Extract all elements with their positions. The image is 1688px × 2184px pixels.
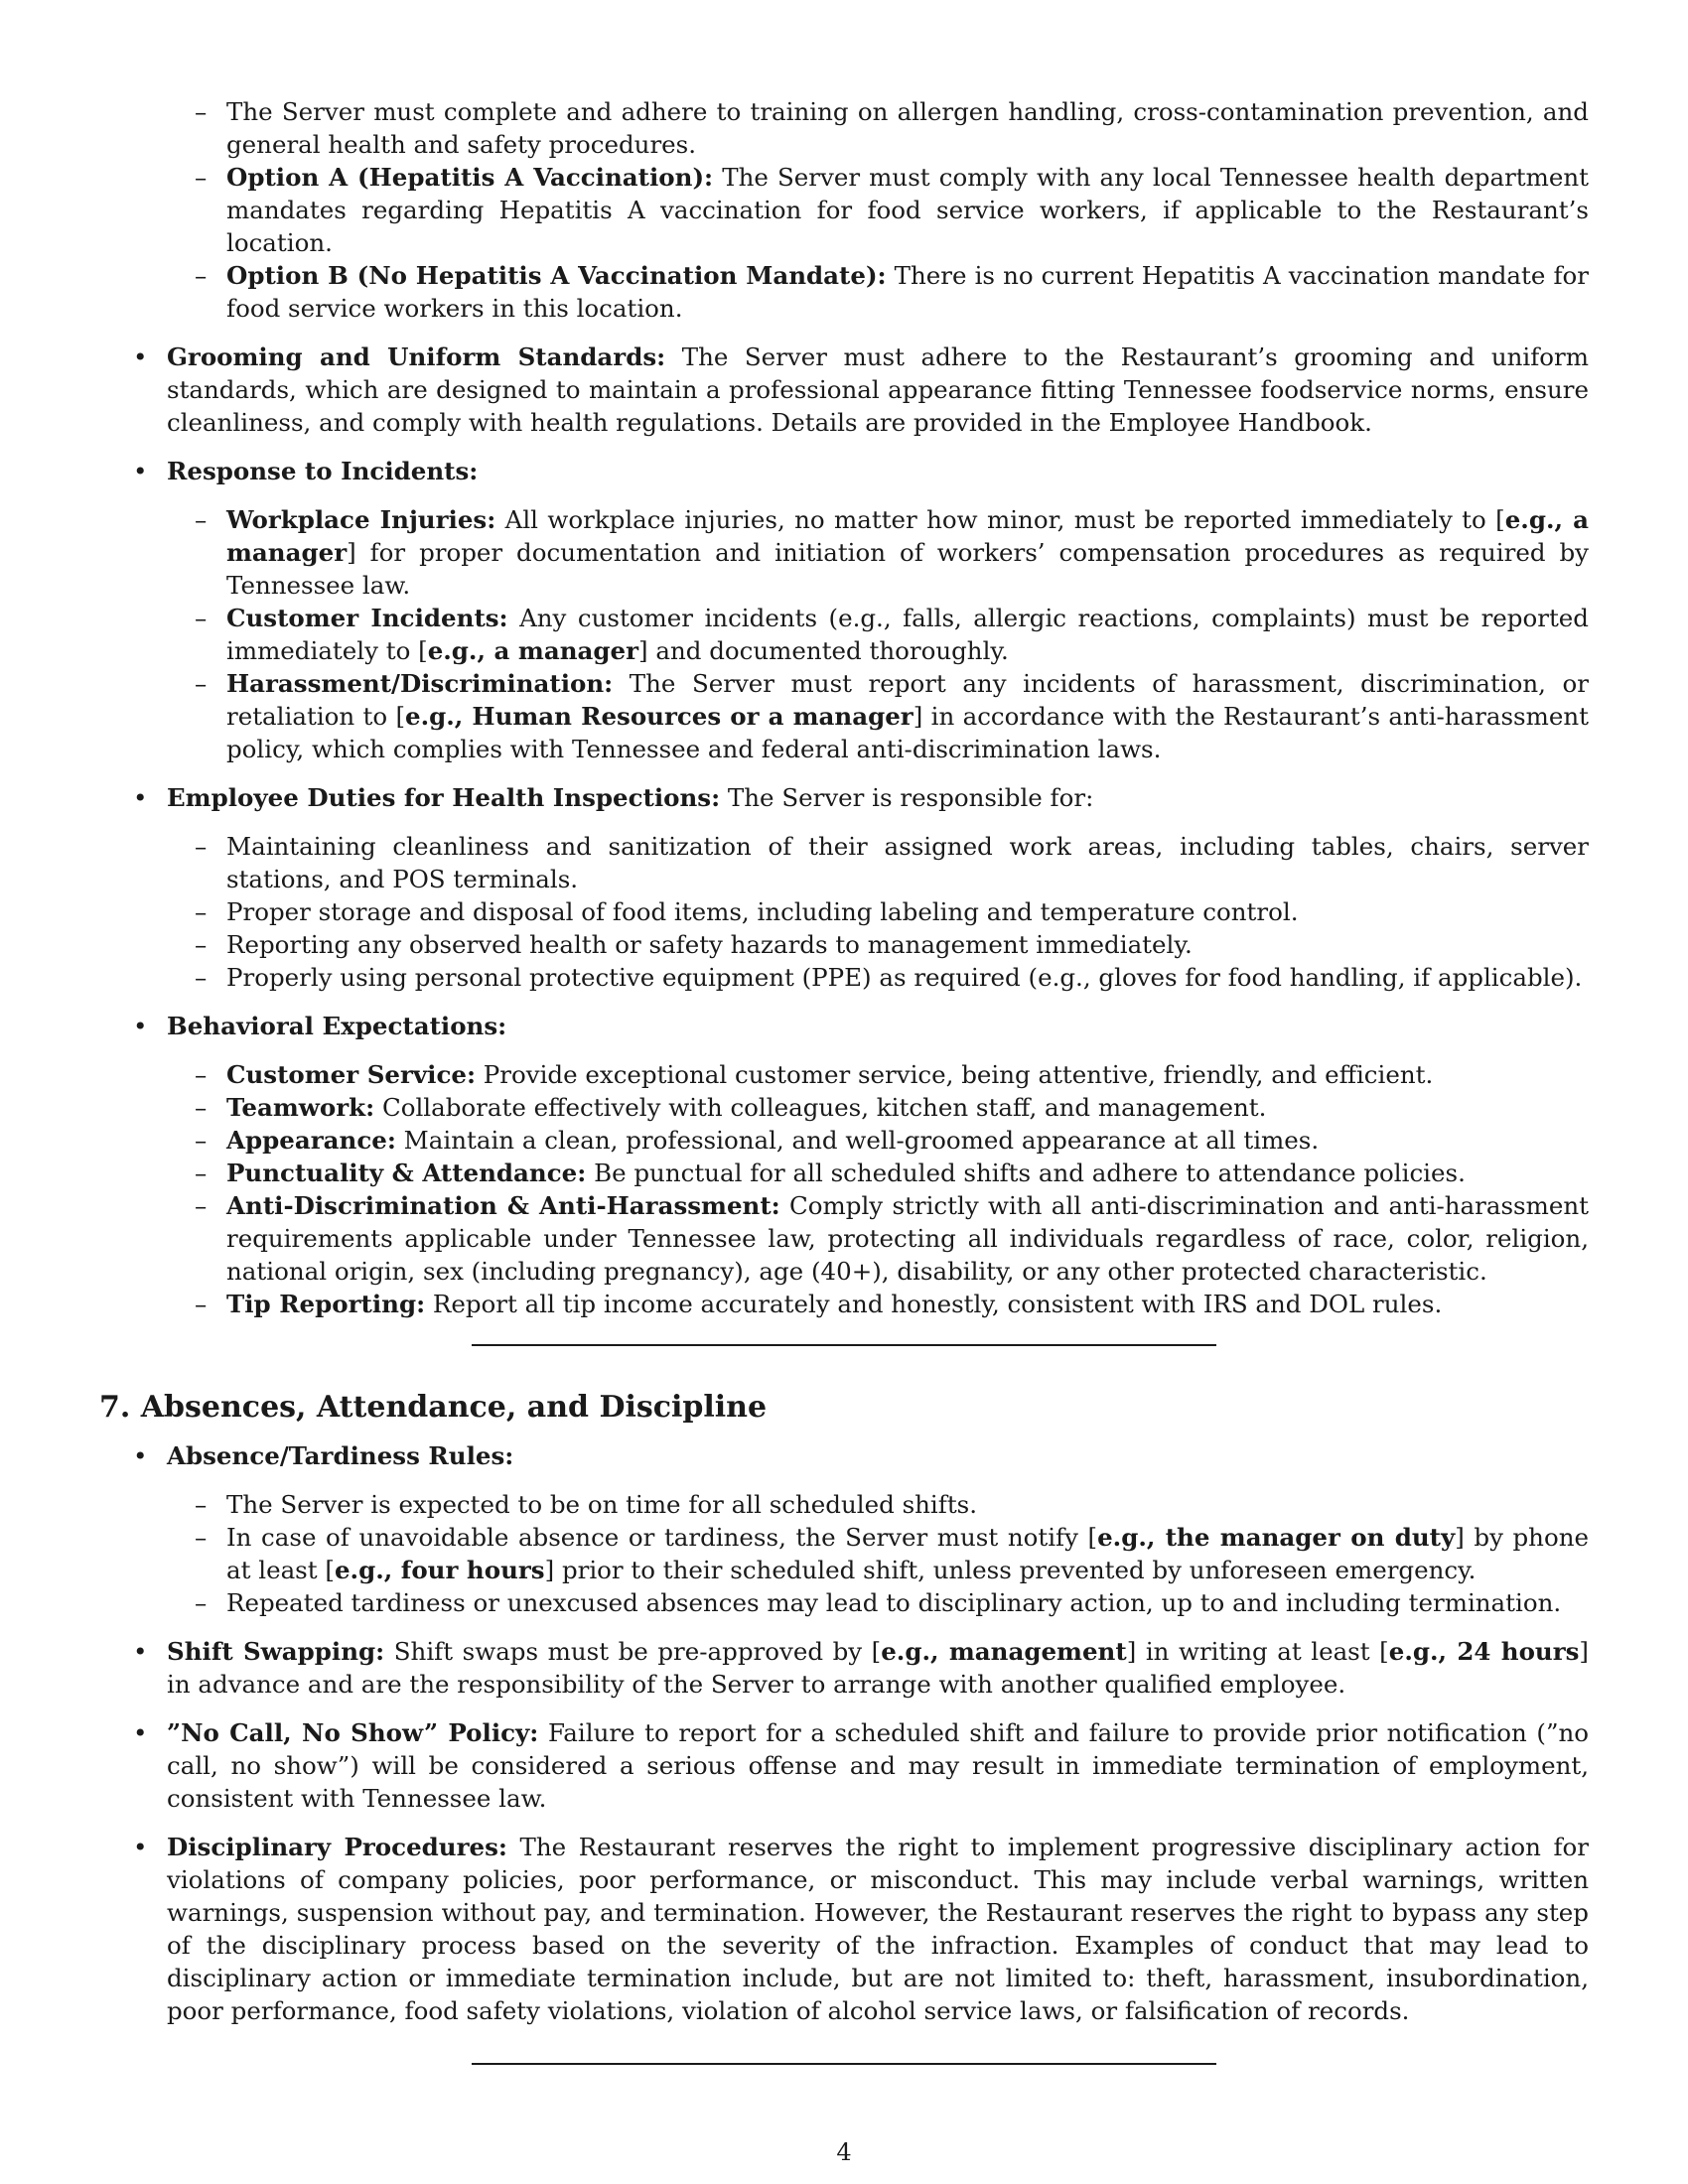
page-number: 4: [836, 2138, 852, 2166]
list-item: – In case of unavoidable absence or tardiness, the Server must notify [e.g., the manager on duty] by phone at least [e.g., four hours] prior to their scheduled shift, unless prevented by unforeseen emergency.: [195, 1523, 1589, 1584]
list-item: – Properly using personal protective equipment (PPE) as required (e.g., gloves for food handling, if applicable).: [195, 963, 1583, 992]
list-item: – Workplace Injuries: All workplace injuries, no matter how minor, must be reported immediately to [e.g., a manager] for proper documentation and initiation of workers’ compensation procedures as required by Tennessee law.: [195, 505, 1589, 600]
discipline-bullet: • Disciplinary Procedures: The Restaurant reserves the right to implement progressive disciplinary action for violations of company policies, poor performance, or misconduct. This may include verbal warnings, written warnings, suspension without pay, and termination. However, the Restaurant reserves the right to bypass any step of the disciplinary process based on the severity of the infraction. Examples of conduct that may lead to disciplinary action or immediate termination include, but are not limited to: theft, harassment, insubordination, poor performance, food safety violations, violation of alcohol service laws, or falsification of records.: [133, 1833, 1589, 2025]
list-item: – The Server must complete and adhere to training on allergen handling, cross-contamination prevention, and general health and safety procedures.: [195, 97, 1589, 159]
list-item: – Maintaining cleanliness and sanitization of their assigned work areas, including tables, chairs, server stations, and POS terminals.: [195, 832, 1589, 893]
grooming-bullet: • Grooming and Uniform Standards: The Server must adhere to the Restaurant’s grooming and uniform standards, which are designed to maintain a professional appearance fitting Tennessee foodservice norms, ensure cleanliness, and comply with health regulations. Details are provided in the Employee Handbook.: [133, 342, 1589, 437]
list-item: – Harassment/Discrimination: The Server must report any incidents of harassment, discrimination, or retaliation to [e.g., Human Resources or a manager] in accordance with the Restaurant’s anti-harassment policy, which complies with Tennessee and federal anti-discrimination laws.: [195, 669, 1589, 763]
list-item: – Customer Incidents: Any customer incidents (e.g., falls, allergic reactions, complaints) must be reported immediately to [e.g., a manager] and documented thoroughly.: [195, 604, 1589, 665]
list-item: – Teamwork: Collaborate effectively with colleagues, kitchen staff, and management.: [195, 1093, 1267, 1122]
list-item: – Option A (Hepatitis A Vaccination): The Server must comply with any local Tennessee health department mandates regarding Hepatitis A vaccination for food service workers, if applicable to the Restaurant’s location.: [195, 163, 1589, 257]
no-call-bullet: • ”No Call, No Show” Policy: Failure to report for a scheduled shift and failure to provide prior notification (”no call, no show”) will be considered a serious offense and may result in immediate termination of employment, consistent with Tennessee law.: [133, 1718, 1589, 1813]
list-item: – Option B (No Hepatitis A Vaccination Mandate): There is no current Hepatitis A vaccination mandate for food service workers in this location.: [195, 261, 1589, 323]
list-item: – Repeated tardiness or unexcused absences may lead to disciplinary action, up to and including termination.: [195, 1588, 1562, 1617]
list-item: – Appearance: Maintain a clean, professional, and well-groomed appearance at all times.: [195, 1126, 1320, 1155]
list-item: – The Server is expected to be on time for all scheduled shifts.: [195, 1490, 978, 1519]
list-item: – Proper storage and disposal of food items, including labeling and temperature control.: [195, 897, 1299, 926]
behavior-bullet: • Behavioral Expectations: – Customer Service: Provide exceptional customer service, being attentive, friendly, and efficient. – Teamwork: Collaborate effectively with colleagues, kitchen staff, and management. – Appearance: Maintain a clean, professional, and well-groomed appearance at all times. – Punctuality & Attendance: Be punctual for all scheduled shifts and adhere to attendance policies. – Anti-Discrimination & Anti-Harassment: Comply strictly with all anti-discrimination and anti-harassment requirements applicable under Tennessee law, protecting all individuals regardless of race, color, religion, national origin, sex (including pregnancy), age (40+), disability, or any other protected characteristic. – Tip Reporting: Report all tip income accurately and honestly, consistent with IRS and DOL rules.: [99, 1010, 1589, 1320]
section-heading: 7. Absences, Attendance, and Discipline: [99, 1390, 768, 1425]
list-item: – Customer Service: Provide exceptional customer service, being attentive, friendly, and efficient.: [195, 1060, 1434, 1089]
document-page: [99, 95, 1589, 2065]
list-item: – Anti-Discrimination & Anti-Harassment: Comply strictly with all anti-discrimination and anti-harassment requirements applicable under Tennessee law, protecting all individuals regardless of race, color, religion, national origin, sex (including pregnancy), age (40+), disability, or any other protected characteristic.: [195, 1191, 1589, 1286]
list-item: – Reporting any observed health or safety hazards to management immediately.: [195, 930, 1193, 959]
list-item: – Punctuality & Attendance: Be punctual for all scheduled shifts and adhere to attendance policies.: [195, 1159, 1466, 1187]
absence-bullet: • Absence/Tardiness Rules: – The Server is expected to be on time for all scheduled shifts. – In case of unavoidable absence or tardiness, the Server must notify [e.g., the manager on duty] by phone at least [e.g., four hours] prior to their scheduled shift, unless prevented by unforeseen emergency. – Repeated tardiness or unexcused absences may lead to disciplinary action, up to and including termination.: [99, 1439, 1589, 1619]
inspections-bullet: • Employee Duties for Health Inspections: The Server is responsible for: – Maintaining cleanliness and sanitization of their assigned work areas, including tables, chairs, server stations, and POS terminals. – Proper storage and disposal of food items, including labeling and temperature control. – Reporting any observed health or safety hazards to management immediately. – Properly using personal protective equipment (PPE) as required (e.g., gloves for food handling, if applicable).: [99, 781, 1589, 994]
health-safety-subitems: [99, 95, 1589, 325]
section-divider: [472, 2063, 1216, 2065]
incidents-bullet: • Response to Incidents: – Workplace Injuries: All workplace injuries, no matter how minor, must be reported immediately to [e.g., a manager] for proper documentation and initiation of workers’ compensation procedures as required by Tennessee law. – Customer Incidents: Any customer incidents (e.g., falls, allergic reactions, complaints) must be reported immediately to [e.g., a manager] and documented thoroughly. – Harassment/Discrimination: The Server must report any incidents of harassment, discrimination, or retaliation to [e.g., Human Resources or a manager] in accordance with the Restaurant’s anti-harassment policy, which complies with Tennessee and federal anti-discrimination laws.: [99, 455, 1589, 765]
shift-swap-bullet: • Shift Swapping: Shift swaps must be pre-approved by [e.g., management] in writing at least [e.g., 24 hours] in advance and are the responsibility of the Server to arrange with another qualified employee.: [133, 1637, 1589, 1699]
section-divider: [472, 1344, 1216, 1346]
list-item: – Tip Reporting: Report all tip income accurately and honestly, consistent with IRS and DOL rules.: [195, 1290, 1443, 1318]
